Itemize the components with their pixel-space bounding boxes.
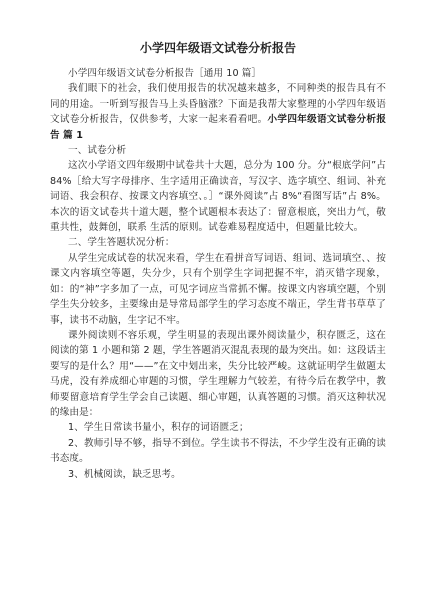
answer-analysis-paragraph: 从学生完成试卷的状况来看，学生在看拼音写词语、组词、选词填空、、按课文内容填空等题，失分少，只有个别学生字词把握不牢，消灭错字现象，如：的“神”字多加了一点，可见字词应当常抓不懈。按课文内容填空题，个别学生失分较多，主要缘由是导常局部学生的学习态度不端正，学生背书草草了事，读书不动脑，生字记不牢。 bbox=[50, 252, 386, 326]
exam-analysis-paragraph: 这次小学语文四年级期中试卷共十大题，总分为 100 分。分“根底学问”占 84%［给大写字母排序、生字适用正确读音，写汉字、选字填空、组词、补充词语、我会积存、按课文内容填空、。］“课外阅读”占 8%“看图写话”占 8%。本次的语文试卷共十道大题，整个试题根本表达了：留意根底，突出力气，敬重共性，鼓舞创，联系 生活的原则。试卷难易程度适中，但题量比较大。 bbox=[50, 160, 386, 234]
reason-item-2: 2、教师引导不够，指导不到位。学生读书不得法，不少学生没有正确的读书态度。 bbox=[50, 437, 386, 465]
reason-item-1: 1、学生日常读书量小，积存的词语匮乏； bbox=[68, 422, 249, 434]
page-title: 小学四年级语文试卷分析报告 bbox=[139, 41, 296, 55]
reason-item-3: 3、机械阅读，缺乏思考。 bbox=[68, 468, 181, 480]
intro-text: 我们眼下的社会，我们使用报告的状况越来越多，不同种类的报告具有不同的用途。一听到写报告马上头昏脑涨？下面是我帮大家整理的小学四年级语文试卷分析报告，仅供参考，大家一起来看看吧。 bbox=[50, 83, 386, 126]
heading-answer-analysis: 二、学生答题状况分析： bbox=[68, 237, 175, 249]
subtitle-paragraph: 小学四年级语文试卷分析报告［通用 10 篇］ bbox=[68, 68, 262, 79]
section-heading: 小学四年级语文试卷分析报告 篇 1 bbox=[50, 114, 387, 141]
heading-exam-analysis: 一、试卷分析 bbox=[68, 145, 127, 157]
intro-paragraph bbox=[50, 81, 386, 143]
reading-analysis-paragraph: 课外阅读则不容乐观，学生明显的表现出课外阅读量少，积存匮乏，这在阅读的第 1 小题和第 2 题，学生答题消灭混乱表现的最为突出。如：这段话主要写的是什么？用“——”在文中划出来，失分比较严峻。这就证明学生做题太马虎，没有养成细心审题的习惯，学生理解力气较差，有待今后在教学中，教师要留意培育学生学会自己读题、细心审题，认真答题的习惯。消灭这种状况的缘由是： bbox=[50, 329, 386, 418]
